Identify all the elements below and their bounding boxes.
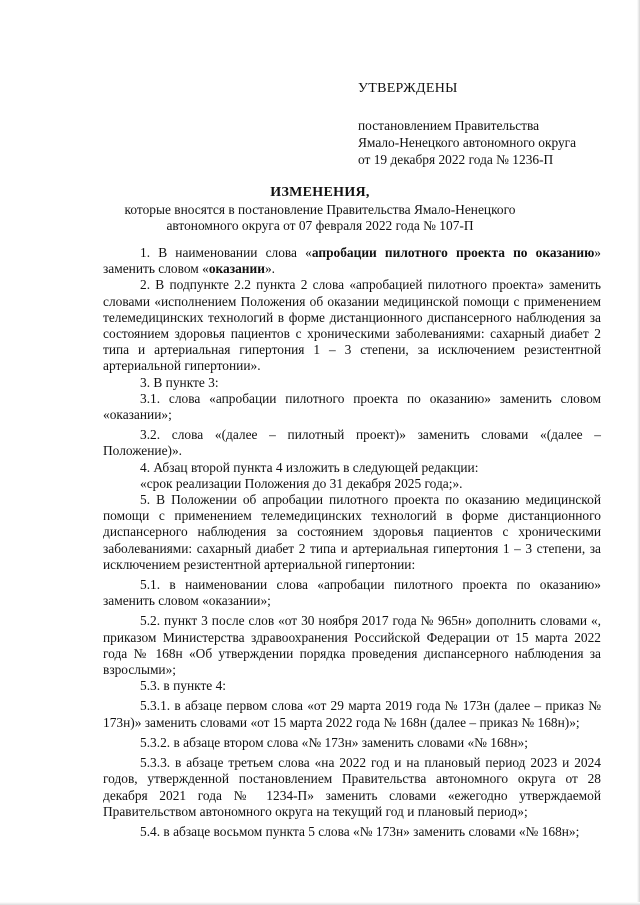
paragraph-text: » заменить словом « (103, 245, 601, 277)
paragraph-1 (103, 245, 601, 277)
bold-phrase: апробации пилотного проекта по оказанию (311, 245, 595, 260)
paragraph-3: 3. В пункте 3: (140, 374, 219, 390)
title-subline: которые вносятся в постановление Правительства Ямало-Ненецкого (124, 202, 516, 217)
paragraph-5-3-1: 5.3.1. в абзаце первом слова «от 29 марта 2019 года № 173н (далее – приказ № 173н)» заменить словами «от 15 марта 2022 года № 168н (далее – приказ № 168н)»; (103, 698, 601, 730)
paragraph-5-1: 5.1. в наименовании слова «апробации пилотного проекта по оказанию» заменить словом «оказании»; (103, 577, 601, 609)
paragraph-5-4: 5.4. в абзаце восьмом пункта 5 слова «№ 173н» заменить словами «№ 168н»; (140, 823, 580, 839)
approval-line: постановлением Правительства (358, 118, 540, 133)
paragraph-2: 2. В подпункте 2.2 пункта 2 слова «апробацией пилотного проекта» заменить словами «исполнением Положения об оказании медицинской помощи с применением телемедицинских технологий в форме дистанционного диспансерного наблюдения за состоянием здоровья пациентов с хроническими заболеваниями: сахарный диабет 2 типа и артериальная гипертония 1 – 3 степени, за исключением резистентной артериальной гипертонии». (103, 277, 601, 374)
paragraph-5-2: 5.2. пункт 3 после слов «от 30 ноября 2017 года № 965н» дополнить словами «, приказом Министерства здравоохранения Российской Федерации от 15 марта 2022 года № 168н «Об утверждении порядка проведения диспансерного наблюдения за взрослыми»; (103, 613, 601, 678)
paragraph-5-3-3: 5.3.3. в абзаце третьем слова «на 2022 год и на плановый период 2023 и 2024 годов, утвержденной постановлением Правительства автономного округа от 28 декабря 2021 года № 1234-П» заменить словами «ежегодно утверждаемой Правительством автономного округа на текущий год и плановый период»; (103, 755, 601, 819)
approval-block (358, 80, 628, 168)
approval-line: Ямало-Ненецкого автономного округа (358, 135, 577, 150)
paragraph-5-3-2: 5.3.2. в абзаце втором слова «№ 173н» заменить словами «№ 168н»; (140, 734, 528, 750)
approval-heading: УТВЕРЖДЕНЫ (358, 81, 458, 96)
paragraph-text: ». (264, 261, 275, 277)
document-body (103, 245, 601, 840)
title-heading: ИЗМЕНЕНИЯ, (270, 185, 370, 200)
paragraph-4-quote: «срок реализации Положения до 31 декабря 2025 года;». (140, 475, 463, 491)
paragraph-5-3: 5.3. в пункте 4: (140, 678, 227, 694)
paragraph-4: 4. Абзац второй пункта 4 изложить в следующей редакции: (140, 459, 479, 475)
paragraph-text: 1. В наименовании слова « (140, 245, 312, 260)
paragraph-3-1: 3.1. слова «апробации пилотного проекта по оказанию» заменить словом «оказании»; (103, 390, 601, 423)
title-subline: автономного округа от 07 февраля 2022 года № 107-П (166, 218, 474, 233)
paragraph-5: 5. В Положении об апробации пилотного проекта по оказанию медицинской помощи с применением телемедицинских технологий в форме дистанционного диспансерного наблюдения за состоянием здоровья пациентов с хроническими заболеваниями: сахарный диабет 2 типа и артериальная гипертония 1 – 3 степени, за исключением резистентной артериальной гипертонии: (103, 492, 601, 572)
document-title (0, 184, 640, 234)
bold-phrase: оказании (208, 261, 265, 277)
paragraph-3-2: 3.2. слова «(далее – пилотный проект)» заменить словами «(далее – Положение)». (103, 427, 601, 459)
approval-line: от 19 декабря 2022 года № 1236-П (358, 152, 554, 167)
